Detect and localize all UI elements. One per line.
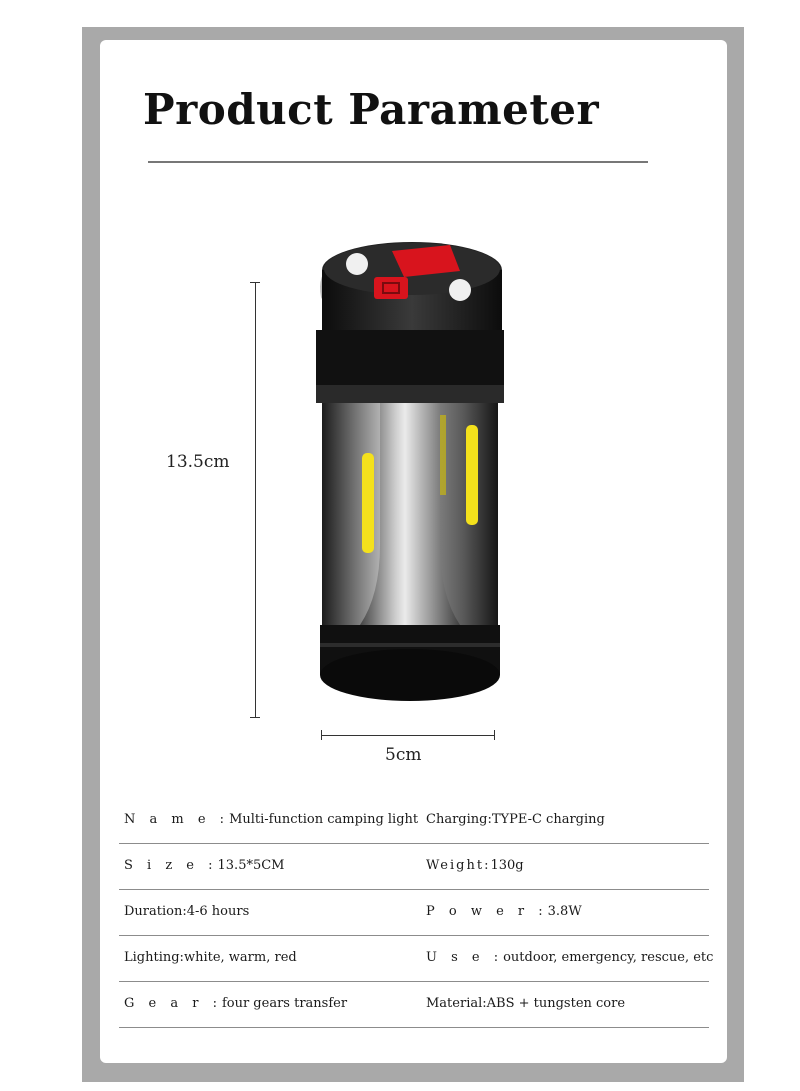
- param-row-name-charging: [119, 797, 709, 844]
- param-duration: [124, 889, 249, 935]
- param-value: ABS + tungsten core: [486, 996, 626, 1011]
- height-dimension-bottom-cap: [250, 717, 260, 718]
- param-label: Duration:: [124, 904, 187, 919]
- param-value: TYPE-C charging: [491, 812, 605, 827]
- param-size: [124, 843, 285, 889]
- camping-lantern-image: [300, 235, 520, 720]
- param-value: four gears transfer: [221, 996, 348, 1011]
- param-value: 13.5*5CM: [217, 858, 285, 873]
- param-label: U s e :: [426, 950, 504, 965]
- param-label: Lighting:: [124, 950, 184, 965]
- height-dimension-line: [255, 282, 256, 718]
- param-value: outdoor, emergency, rescue, etc: [503, 950, 714, 965]
- width-dimension-line: [321, 735, 494, 736]
- param-row-lighting-use: [119, 935, 714, 982]
- param-label: Charging:: [426, 812, 492, 827]
- width-label: 5cm: [385, 745, 422, 765]
- param-row-duration-power: [119, 889, 709, 936]
- param-label: P o w e r :: [426, 904, 548, 919]
- param-label: N a m e :: [124, 812, 230, 827]
- param-value: Multi-function camping light: [229, 812, 419, 827]
- param-gear: [124, 981, 347, 1027]
- mode-button-icon: [374, 277, 408, 299]
- param-material: [426, 981, 625, 1027]
- height-dimension-top-cap: [250, 282, 260, 283]
- param-lighting: [124, 935, 297, 981]
- param-row-size-weight: [119, 843, 709, 890]
- title-divider: [148, 161, 648, 163]
- param-value: 4-6 hours: [186, 904, 250, 919]
- param-value: 3.8W: [547, 904, 582, 919]
- param-label: G e a r :: [124, 996, 222, 1011]
- page-title: Product Parameter: [143, 85, 600, 134]
- white-led-left: [346, 253, 368, 275]
- white-led-right: [449, 279, 471, 301]
- param-value: white, warm, red: [183, 950, 297, 965]
- width-dimension-right-cap: [494, 730, 495, 740]
- cob-led-left: [362, 453, 374, 553]
- param-label: S i z e :: [124, 858, 218, 873]
- param-weight: [426, 843, 524, 889]
- param-label: Material:: [426, 996, 487, 1011]
- param-label: Weight:: [426, 858, 491, 873]
- param-name: [124, 797, 418, 843]
- param-row-gear-material: [119, 981, 709, 1028]
- param-charging: [426, 797, 605, 843]
- param-use: [426, 935, 713, 981]
- param-value: 130g: [490, 858, 524, 873]
- param-power: [426, 889, 582, 935]
- height-label: 13.5cm: [166, 452, 230, 472]
- cob-led-right: [466, 425, 478, 525]
- width-dimension-left-cap: [321, 730, 322, 740]
